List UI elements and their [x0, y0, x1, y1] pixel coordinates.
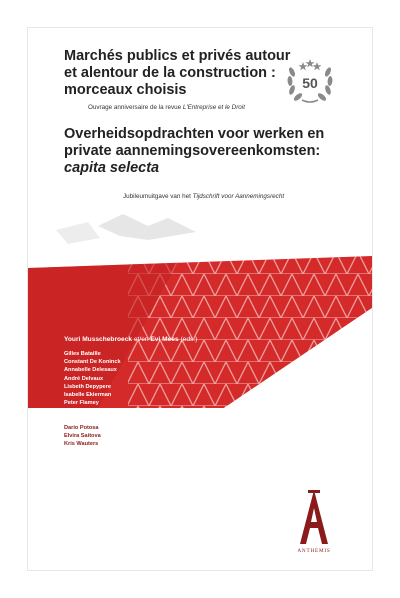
author-item: Annabelle Delesaux	[64, 367, 117, 374]
author-item: André Delvaux	[64, 375, 104, 382]
author-item: Constant De Koninck	[64, 359, 121, 366]
author-item: Evi Mees	[64, 408, 88, 415]
editor-first: Youri Musschebroeck	[64, 336, 133, 343]
editors-line	[64, 336, 197, 343]
author-item: Lisbeth Depypere	[64, 383, 111, 390]
subtitle-french	[88, 104, 245, 111]
editors-suffix: (eds.)	[178, 336, 198, 343]
author-item: Isabelle Ekierman	[64, 392, 112, 399]
anthemis-a-logo-icon	[280, 488, 348, 548]
editor-second: Evi Mees	[150, 336, 179, 343]
author-item: Elvira Saitova	[64, 433, 101, 440]
author-item: Dario Potosa	[64, 424, 99, 431]
author-item: Kris Wauters	[64, 441, 99, 448]
title-dutch-main: Overheidsopdrachten voor werken en private aannemingsovereenkomsten:	[64, 126, 325, 159]
badge-number: 50	[302, 75, 318, 91]
author-item: Youri Musschebroeck	[64, 416, 122, 423]
book-cover	[28, 28, 372, 570]
authors-list	[64, 350, 122, 448]
subtitle-french-prefix: Ouvrage anniversaire de la revue	[88, 104, 183, 111]
title-french: Marchés publics et privés autour et alentour de la construction : morceaux choisis	[64, 48, 291, 98]
subtitle-dutch	[123, 193, 284, 200]
publisher-name: ANTHEMIS	[297, 548, 331, 554]
subtitle-french-journal: L'Entreprise et le Droit	[182, 104, 245, 111]
editors-connector: et/en	[132, 336, 151, 343]
title-dutch-italic: capita selecta	[64, 160, 160, 176]
subtitle-dutch-journal: Tijdschrift voor Aannemingsrecht	[192, 193, 285, 200]
subtitle-dutch-prefix: Jubileumuitgave van het	[123, 193, 193, 200]
author-item: Gilles Bataille	[64, 351, 101, 357]
title-dutch	[64, 126, 364, 177]
author-item: Peter Flamey	[64, 400, 99, 407]
laurel-wreath-icon	[282, 52, 338, 108]
